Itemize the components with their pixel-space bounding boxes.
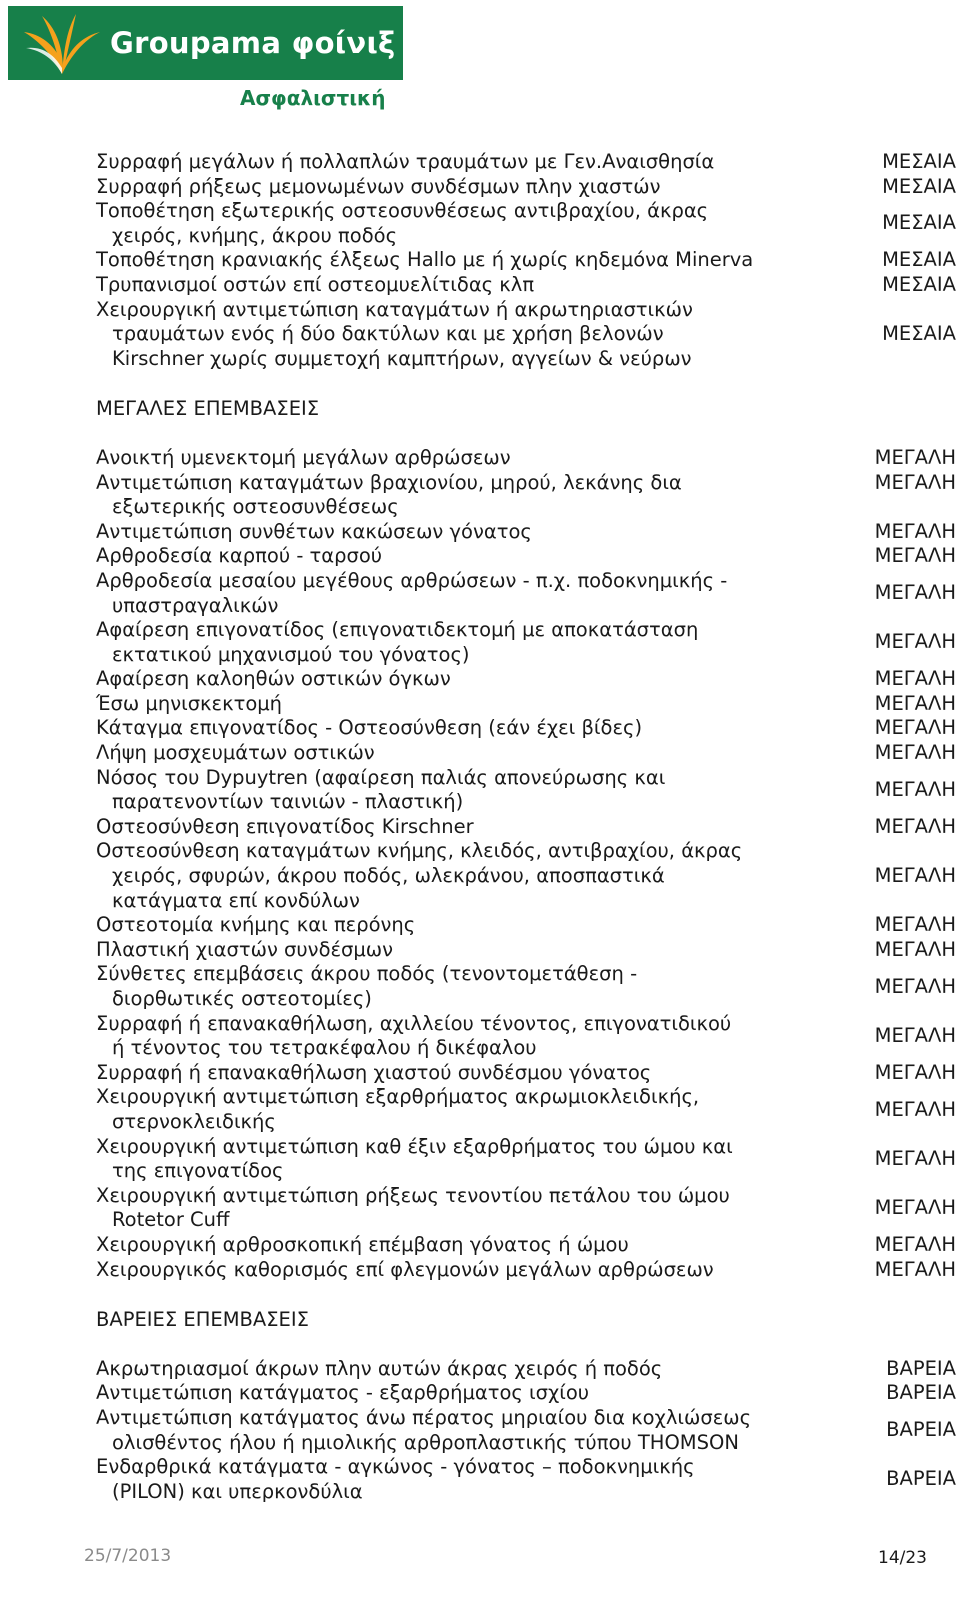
procedure-text-line: εξωτερικής οστεοσυνθέσεως <box>112 495 399 519</box>
procedure-row <box>96 716 958 741</box>
procedure-text-line: Συρραφή ρήξεως μεμονωμένων συνδέσμων πλην χιαστών <box>96 174 661 198</box>
procedure-row <box>96 471 958 520</box>
procedure-category: ΜΕΓΑΛΗ <box>874 937 956 961</box>
procedure-text-line: Αντιμετώπιση κατάγματος - εξαρθρήματος ισχίου <box>96 1381 590 1405</box>
procedure-text-line: Σύνθετες επεμβάσεις άκρου ποδός (τενοντομετάθεση - <box>96 962 638 986</box>
procedure-text-line: κατάγματα επί κονδύλων <box>112 888 360 912</box>
procedure-category: ΒΑΡΕΙΑ <box>886 1418 956 1442</box>
procedure-category: ΒΑΡΕΙΑ <box>886 1381 956 1405</box>
procedure-description <box>96 520 816 545</box>
procedure-description <box>96 471 816 520</box>
procedure-row <box>96 199 958 248</box>
procedure-category: ΜΕΓΑΛΗ <box>874 1097 956 1121</box>
procedure-row <box>96 1258 958 1283</box>
procedure-row <box>96 1085 958 1134</box>
procedure-description <box>96 913 816 938</box>
procedure-text-line: Χειρουργική αντιμετώπιση καταγμάτων ή ακρωτηριαστικών <box>96 297 693 321</box>
procedure-description <box>96 1233 816 1258</box>
procedure-row <box>96 1233 958 1258</box>
procedure-description <box>96 199 816 248</box>
section-heading: ΜΕΓΑΛΕΣ ΕΠΕΜΒΑΣΕΙΣ <box>96 397 320 421</box>
procedure-text-line: Αρθροδεσία καρπού - ταρσού <box>96 544 383 568</box>
procedure-category: ΜΕΓΑΛΗ <box>874 974 956 998</box>
procedure-row <box>96 544 958 569</box>
procedure-description <box>96 938 816 963</box>
procedure-row <box>96 815 958 840</box>
procedure-text-line: υπαστραγαλικών <box>112 593 279 617</box>
procedure-category: ΜΕΓΑΛΗ <box>874 691 956 715</box>
procedure-category: ΜΕΣΑΙΑ <box>882 174 956 198</box>
procedure-description <box>96 766 816 815</box>
procedure-text-line: Αντιμετώπιση κατάγματος άνω πέρατος μηριαίου δια κοχλιώσεως <box>96 1405 752 1429</box>
procedure-description <box>96 1184 816 1233</box>
procedure-category: ΒΑΡΕΙΑ <box>886 1467 956 1491</box>
procedure-text-line: παρατενοντίων ταινιών - πλαστική) <box>112 790 464 814</box>
logo-mark-icon <box>22 10 102 76</box>
procedure-text-line: Αφαίρεση επιγονατίδος (επιγονατιδεκτομή με αποκατάσταση <box>96 618 699 642</box>
procedure-text-line: Λήψη μοσχευμάτων οστικών <box>96 741 375 765</box>
procedure-text-line: Τρυπανισμοί οστών επί οστεομυελίτιδας κλπ <box>96 272 535 296</box>
procedure-text-line: Ενδαρθρικά κατάγματα - αγκώνος - γόνατος – ποδοκνημικής <box>96 1455 695 1479</box>
procedure-description <box>96 273 816 298</box>
procedure-list <box>96 150 958 1504</box>
procedure-description <box>96 815 816 840</box>
procedure-row <box>96 175 958 200</box>
procedure-row <box>96 839 958 913</box>
procedure-description <box>96 544 816 569</box>
procedure-row <box>96 938 958 963</box>
company-logo <box>8 6 403 114</box>
procedure-category: ΜΕΣΑΙΑ <box>882 248 956 272</box>
procedure-description <box>96 618 816 667</box>
procedure-text-line: ολισθέντος ήλου ή ημιολικής αρθροπλαστικής τύπου THOMSON <box>112 1430 739 1454</box>
procedure-text-line: Αφαίρεση καλοηθών οστικών όγκων <box>96 667 451 691</box>
procedure-category: ΜΕΣΑΙΑ <box>882 272 956 296</box>
procedure-row <box>96 520 958 545</box>
procedure-category: ΜΕΓΑΛΗ <box>874 519 956 543</box>
procedure-text-line: Αρθροδεσία μεσαίου μεγέθους αρθρώσεων - π.χ. ποδοκνημικής - <box>96 568 728 592</box>
procedure-row <box>96 1061 958 1086</box>
procedure-description <box>96 150 816 175</box>
procedure-description <box>96 692 816 717</box>
procedure-category: ΜΕΓΑΛΗ <box>874 1257 956 1281</box>
procedure-category: ΜΕΓΑΛΗ <box>874 470 956 494</box>
procedure-description <box>96 446 816 471</box>
procedure-description <box>96 1455 816 1504</box>
procedure-description <box>96 667 816 692</box>
procedure-description <box>96 569 816 618</box>
logo-brand-name: Groupama φοίνιξ <box>110 26 396 60</box>
procedure-text-line: τραυμάτων ενός ή δύο δακτύλων και με χρήση βελονών <box>112 322 664 346</box>
procedure-category: ΜΕΓΑΛΗ <box>874 1196 956 1220</box>
procedure-description <box>96 1406 816 1455</box>
procedure-text-line: Rotetor Cuff <box>112 1208 230 1232</box>
procedure-row <box>96 913 958 938</box>
procedure-row <box>96 298 958 372</box>
procedure-text-line: στερνοκλειδικής <box>112 1109 276 1133</box>
procedure-text-line: Χειρουργικός καθορισμός επί φλεγμονών μεγάλων αρθρώσεων <box>96 1257 714 1281</box>
procedure-description <box>96 839 816 913</box>
procedure-row <box>96 962 958 1011</box>
procedure-category: ΜΕΣΑΙΑ <box>882 211 956 235</box>
procedure-category: ΜΕΓΑΛΗ <box>874 716 956 740</box>
procedure-text-line: Οστεοσύνθεση καταγμάτων κνήμης, κλειδός, αντιβραχίου, άκρας <box>96 839 743 863</box>
procedure-text-line: της επιγονατίδος <box>112 1159 284 1183</box>
procedure-category: ΜΕΓΑΛΗ <box>874 544 956 568</box>
procedure-row <box>96 150 958 175</box>
procedure-text-line: Κάταγμα επιγονατίδος - Οστεοσύνθεση (εάν έχει βίδες) <box>96 716 643 740</box>
procedure-description <box>96 1357 816 1382</box>
procedure-row <box>96 273 958 298</box>
procedure-row <box>96 766 958 815</box>
procedure-row <box>96 692 958 717</box>
procedure-row <box>96 1357 958 1382</box>
procedure-text-line: ή τένοντος του τετρακέφαλου ή δικέφαλου <box>112 1036 537 1060</box>
procedure-description <box>96 175 816 200</box>
procedure-category: ΜΕΓΑΛΗ <box>874 667 956 691</box>
procedure-text-line: Ακρωτηριασμοί άκρων πλην αυτών άκρας χειρός ή ποδός <box>96 1356 663 1380</box>
procedure-text-line: Τοποθέτηση εξωτερικής οστεοσυνθέσεως αντιβραχίου, άκρας <box>96 199 709 223</box>
procedure-category: ΜΕΓΑΛΗ <box>874 630 956 654</box>
procedure-description <box>96 1381 816 1406</box>
procedure-text-line: εκτατικού μηχανισμού του γόνατος) <box>112 642 470 666</box>
procedure-category: ΜΕΓΑΛΗ <box>874 741 956 765</box>
procedure-description <box>96 716 816 741</box>
procedure-text-line: Οστεοσύνθεση επιγονατίδος Kirschner <box>96 814 474 838</box>
procedure-category: ΜΕΣΑΙΑ <box>882 150 956 173</box>
procedure-text-line: Οστεοτομία κνήμης και περόνης <box>96 913 416 937</box>
procedure-description <box>96 1085 816 1134</box>
procedure-description <box>96 1135 816 1184</box>
procedure-row <box>96 1012 958 1061</box>
procedure-description <box>96 1258 816 1283</box>
procedure-category: ΜΕΓΑΛΗ <box>874 581 956 605</box>
procedure-text-line: Χειρουργική αρθροσκοπική επέμβαση γόνατος ή ώμου <box>96 1232 629 1256</box>
procedure-description <box>96 248 816 273</box>
procedure-row <box>96 667 958 692</box>
procedure-text-line: Αντιμετώπιση καταγμάτων βραχιονίου, μηρού, λεκάνης δια <box>96 470 682 494</box>
procedure-text-line: χειρός, σφυρών, άκρου ποδός, ωλεκράνου, αποσπαστικά <box>112 864 665 888</box>
logo-subtitle: Ασφαλιστική <box>240 86 386 110</box>
procedure-category: ΜΕΓΑΛΗ <box>874 1146 956 1170</box>
procedure-row <box>96 618 958 667</box>
procedure-text-line: (PILON) και υπερκονδύλια <box>112 1479 363 1503</box>
procedure-text-line: χειρός, κνήμης, άκρου ποδός <box>112 223 398 247</box>
procedure-text-line: Συρραφή μεγάλων ή πολλαπλών τραυμάτων με Γεν.Αναισθησία <box>96 150 715 173</box>
procedure-text-line: Χειρουργική αντιμετώπιση ρήξεως τενοντίου πετάλου του ώμου <box>96 1183 730 1207</box>
logo-band <box>8 6 403 80</box>
procedure-text-line: Kirschner χωρίς συμμετοχή καμπτήρων, αγγείων & νεύρων <box>112 346 692 370</box>
section-heading: ΒΑΡΕΙΕΣ ΕΠΕΜΒΑΣΕΙΣ <box>96 1308 309 1332</box>
procedure-category: ΜΕΓΑΛΗ <box>874 445 956 469</box>
procedure-row <box>96 569 958 618</box>
procedure-category: ΜΕΓΑΛΗ <box>874 777 956 801</box>
procedure-row <box>96 1135 958 1184</box>
procedure-category: ΜΕΓΑΛΗ <box>874 1232 956 1256</box>
procedure-category: ΜΕΓΑΛΗ <box>874 814 956 838</box>
procedure-text-line: Συρραφή ή επανακαθήλωση, αχιλλείου τένοντος, επιγονατιδικού <box>96 1011 732 1035</box>
procedure-row <box>96 248 958 273</box>
procedure-category: ΒΑΡΕΙΑ <box>886 1356 956 1380</box>
procedure-row <box>96 1406 958 1455</box>
page-number: 14/23 <box>878 1548 927 1568</box>
procedure-category: ΜΕΓΑΛΗ <box>874 913 956 937</box>
procedure-text-line: Χειρουργική αντιμετώπιση εξαρθρήματος ακρωμιοκλειδικής, <box>96 1085 700 1109</box>
procedure-category: ΜΕΓΑΛΗ <box>874 1060 956 1084</box>
procedure-description <box>96 741 816 766</box>
procedure-description <box>96 1061 816 1086</box>
procedure-text-line: Έσω μηνισκεκτομή <box>96 691 283 715</box>
procedure-text-line: Πλαστική χιαστών συνδέσμων <box>96 937 394 961</box>
procedure-category: ΜΕΓΑΛΗ <box>874 864 956 888</box>
procedure-text-line: Συρραφή ή επανακαθήλωση χιαστού συνδέσμου γόνατος <box>96 1060 652 1084</box>
footer-date: 25/7/2013 <box>84 1546 172 1566</box>
procedure-text-line: Χειρουργική αντιμετώπιση καθ έξιν εξαρθρήματος του ώμου και <box>96 1134 733 1158</box>
procedure-text-line: Ανοικτή υμενεκτομή μεγάλων αρθρώσεων <box>96 445 511 469</box>
procedure-category: ΜΕΣΑΙΑ <box>882 322 956 346</box>
procedure-row <box>96 1455 958 1504</box>
procedure-description <box>96 1012 816 1061</box>
procedure-text-line: Τοποθέτηση κρανιακής έλξεως Hallo με ή χωρίς κηδεμόνα Minerva <box>96 248 754 272</box>
procedure-row <box>96 446 958 471</box>
procedure-row <box>96 1184 958 1233</box>
procedure-description <box>96 298 816 372</box>
procedure-text-line: διορθωτικές οστεοτομίες) <box>112 987 372 1010</box>
procedure-text-line: Νόσος του Dypuytren (αφαίρεση παλιάς απονεύρωσης και <box>96 765 666 789</box>
procedure-text-line: Αντιμετώπιση συνθέτων κακώσεων γόνατος <box>96 519 532 543</box>
procedure-description <box>96 962 816 1011</box>
procedure-row <box>96 741 958 766</box>
procedure-row <box>96 1381 958 1406</box>
procedure-category: ΜΕΓΑΛΗ <box>874 1023 956 1047</box>
